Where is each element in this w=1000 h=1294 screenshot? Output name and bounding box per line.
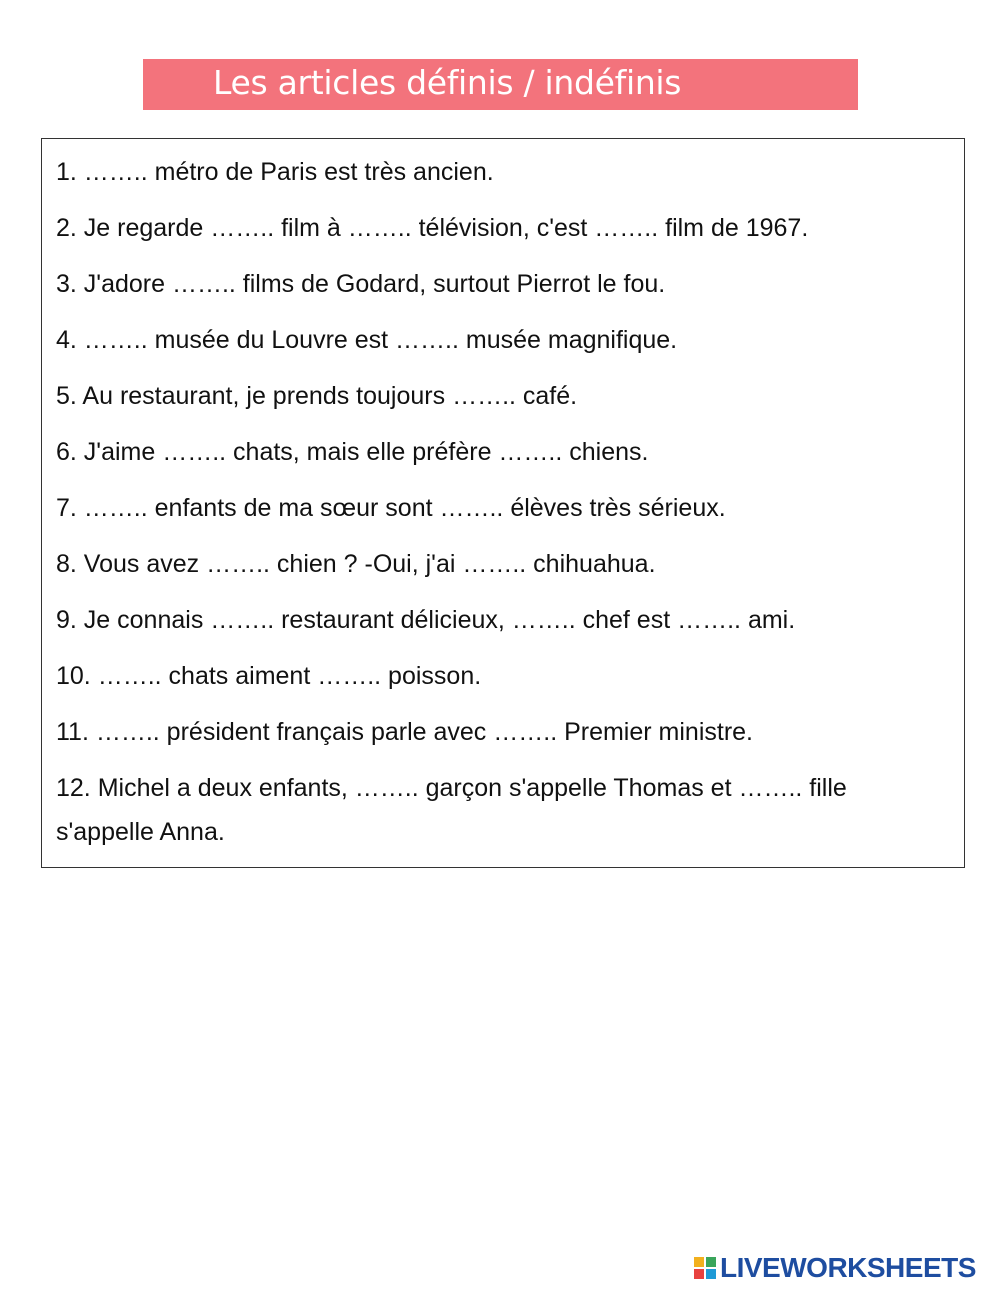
exercise-item-11: 11. …….. président français parle avec …….. Premier ministre. [56, 718, 753, 746]
exercise-item-8: 8. Vous avez …….. chien ? -Oui, j'ai …….. chihuahua. [56, 550, 656, 578]
exercise-box [41, 138, 965, 868]
logo-squares-icon [694, 1257, 716, 1279]
exercise-item-2: 2. Je regarde …….. film à …….. télévision, c'est …….. film de 1967. [56, 214, 809, 242]
exercise-item-6: 6. J'aime …….. chats, mais elle préfère …….. chiens. [56, 438, 649, 466]
logo-square-red [694, 1269, 704, 1279]
logo-square-yellow [694, 1257, 704, 1267]
page-title: Les articles définis / indéfinis [213, 63, 682, 102]
exercise-item-10: 10. …….. chats aiment …….. poisson. [56, 662, 482, 690]
logo-square-green [706, 1257, 716, 1267]
logo-text: LIVEWORKSHEETS [720, 1252, 976, 1283]
liveworksheets-logo [694, 1253, 976, 1283]
exercise-item-7: 7. …….. enfants de ma sœur sont …….. élèves très sérieux. [56, 494, 726, 522]
exercise-item-4: 4. …….. musée du Louvre est …….. musée magnifique. [56, 326, 678, 354]
title-banner [143, 59, 858, 110]
exercise-item-9: 9. Je connais …….. restaurant délicieux, …….. chef est …….. ami. [56, 606, 796, 634]
exercise-item-1: 1. …….. métro de Paris est très ancien. [56, 158, 494, 186]
exercise-list [56, 150, 936, 854]
exercise-item-12: 12. Michel a deux enfants, …….. garçon s'appelle Thomas et …….. fille s'appelle Anna. [56, 774, 847, 846]
exercise-item-5: 5. Au restaurant, je prends toujours …….. café. [56, 382, 578, 410]
exercise-item-3: 3. J'adore …….. films de Godard, surtout Pierrot le fou. [56, 270, 666, 298]
logo-square-blue [706, 1269, 716, 1279]
